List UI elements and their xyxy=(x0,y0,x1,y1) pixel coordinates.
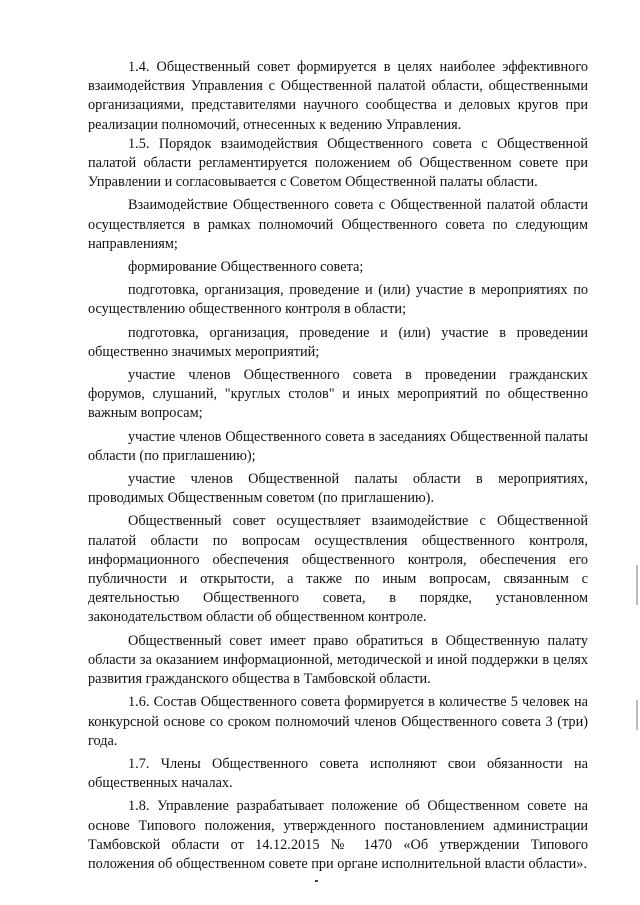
paragraph-public-control: Общественный совет осуществляет взаимодействие с Общественной палатой области по вопросам осуществления общественного контроля, информационного обеспечения общественного контроля, обеспечения его публичности и открытости, а также по иным вопросам, связанным с деятельностью Общественного совета, в порядке, установленном законодательством области об общественном контроле. xyxy=(88,513,588,626)
paragraph-1-8: 1.8. Управление разрабатывает положение об Общественном совете на основе Типового положения, утвержденного постановлением администрации Тамбовской области от 14.12.2015 № 1470 «Об утверждении Типового положения об общественном совете при органе исполнительной власти области». xyxy=(88,798,588,872)
scan-edge-mark xyxy=(636,565,638,605)
list-item: участие членов Общественного совета в заседаниях Общественной палаты области (по приглашению); xyxy=(88,428,588,464)
paragraph-1-7: 1.7. Члены Общественного совета исполняют свои обязанности на общественных началах. xyxy=(88,755,588,792)
list-item: подготовка, организация, проведение и (или) участие в мероприятиях по осуществлению общественного контроля в области; xyxy=(88,282,588,318)
paragraph-1-5: 1.5. Порядок взаимодействия Общественного совета с Общественной палатой области регламентируется положением об Общественном совете при Управлении и согласовывается с Советом Общественной палаты области. xyxy=(88,135,588,191)
document-body xyxy=(88,58,588,874)
list-item: участие членов Общественной палаты области в мероприятиях, проводимых Общественным советом (по приглашению). xyxy=(88,471,588,507)
paragraph-chamber-support: Общественный совет имеет право обратиться в Общественную палату области за оказанием информационной, методической и иной поддержки в целях развития гражданского общества в Тамбовской области. xyxy=(88,632,588,688)
scan-edge-mark xyxy=(636,700,638,730)
list-item: подготовка, организация, проведение и (или) участие в проведении общественно значимых мероприятий; xyxy=(88,324,588,360)
paragraph-1-6: 1.6. Состав Общественного совета формируется в количестве 5 человек на конкурсной основе со сроком полномочий членов Общественного совета 3 (три) года. xyxy=(88,694,588,749)
list-item: участие членов Общественного совета в проведении гражданских форумов, слушаний, "круглых столов" и иных мероприятий по общественно важным вопросам; xyxy=(88,367,588,422)
list-item: формирование Общественного совета; xyxy=(128,259,364,276)
paragraph-1-4: 1.4. Общественный совет формируется в целях наиболее эффективного взаимодействия Управления с Общественной палатой области, общественными организациями, представителями научного сообщества и деловых кругов при реализации полномочий, отнесенных к ведению Управления. xyxy=(88,59,588,133)
scan-dot xyxy=(315,880,318,882)
paragraph-interaction-directions: Взаимодействие Общественного совета с Общественной палатой области осуществляется в рамках полномочий Общественного совета по следующим направлениям; xyxy=(88,197,588,252)
